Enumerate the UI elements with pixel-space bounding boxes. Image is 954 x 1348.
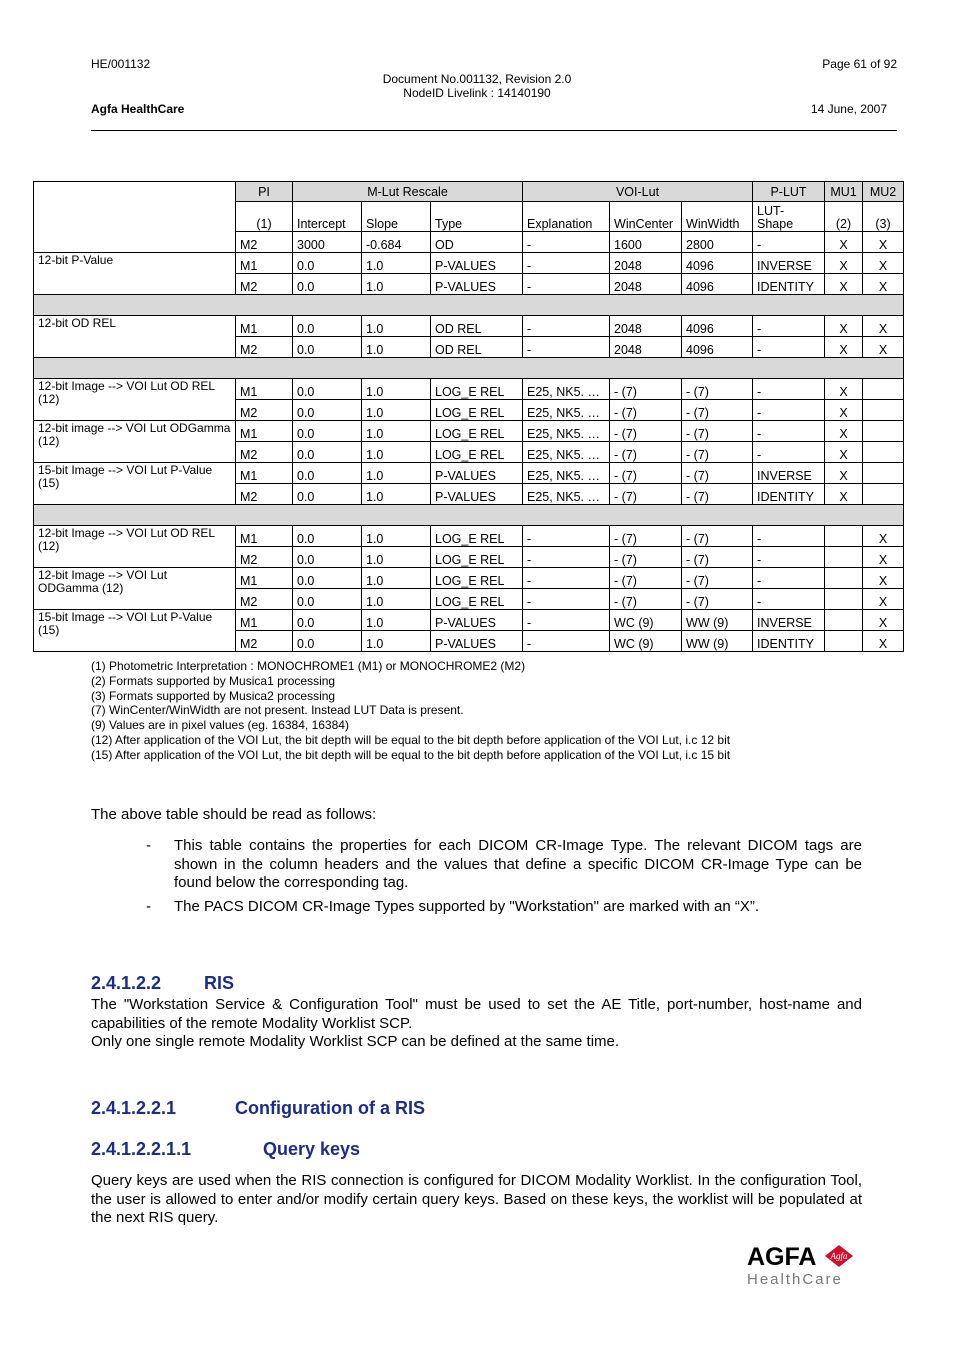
cell-explanation: -: [523, 337, 610, 358]
cell-type: LOG_E REL: [431, 547, 523, 568]
cell-lut-shape: -: [753, 316, 825, 337]
doc-code: HE/001132: [91, 57, 151, 71]
cell-mu1: X: [825, 421, 863, 442]
cell-slope: 1.0: [362, 484, 431, 505]
table-row: [34, 463, 904, 484]
footnote: (9) Values are in pixel values (eg. 16384, 16384): [91, 718, 349, 733]
node-id: NodeID Livelink : 14140190: [403, 86, 551, 100]
cell-intercept: 0.0: [293, 274, 362, 295]
cell-pi: M2: [236, 274, 293, 295]
cell-slope: 1.0: [362, 253, 431, 274]
group-plut: P-LUT: [753, 182, 825, 202]
cell-wincenter: - (7): [610, 463, 682, 484]
cell-type: P-VALUES: [431, 610, 523, 631]
cell-explanation: E25, NK5. …: [523, 400, 610, 421]
separator-cell: [34, 358, 904, 379]
cell-winwidth: - (7): [682, 400, 753, 421]
ris-paragraph-2: Only one single remote Modality Worklist SCP can be defined at the same time.: [91, 1033, 620, 1050]
doc-number: Document No.001132, Revision 2.0: [382, 72, 572, 86]
bullet-text: This table contains the properties for each DICOM CR-Image Type. The relevant DICOM tags are shown in the column headers and the values that define a specific DICOM CR-Image Type can be found below the corresponding tag.: [174, 837, 862, 891]
cell-intercept: 0.0: [293, 421, 362, 442]
cell-type: P-VALUES: [431, 253, 523, 274]
cell-intercept: 0.0: [293, 316, 362, 337]
row-label: 12-bit Image --> VOI Lut OD REL (12): [34, 379, 236, 421]
agfa-logo-icon: [745, 1240, 865, 1290]
cell-type: LOG_E REL: [431, 400, 523, 421]
cell-mu1: [825, 631, 863, 652]
cell-winwidth: - (7): [682, 421, 753, 442]
cell-mu1: X: [825, 379, 863, 400]
cell-lut-shape: -: [753, 547, 825, 568]
cell-slope: 1.0: [362, 442, 431, 463]
cell-mu2: X: [863, 232, 904, 253]
cell-lut-shape: INVERSE: [753, 253, 825, 274]
cell-wincenter: - (7): [610, 421, 682, 442]
cell-pi: M2: [236, 232, 293, 253]
company-name: Agfa HealthCare: [91, 102, 185, 116]
table-row: [34, 526, 904, 547]
cell-mu1: X: [825, 274, 863, 295]
cell-type: P-VALUES: [431, 274, 523, 295]
subheader-slope: Slope: [362, 202, 431, 232]
cell-intercept: 0.0: [293, 379, 362, 400]
subheader-pi: (1): [236, 202, 293, 232]
cell-mu2: X: [863, 337, 904, 358]
separator-cell: [34, 505, 904, 526]
cell-mu1: X: [825, 400, 863, 421]
subheader-explanation: Explanation: [523, 202, 610, 232]
cell-explanation: E25, NK5. …: [523, 484, 610, 505]
list-item: [146, 837, 862, 893]
cell-type: OD REL: [431, 337, 523, 358]
cell-explanation: -: [523, 253, 610, 274]
ris-paragraph-1: The "Workstation Service & Configuration Tool" must be used to set the AE Title, port-number, host-name and capabilities of the remote Modality Worklist SCP.: [91, 996, 862, 1032]
cell-type: LOG_E REL: [431, 379, 523, 400]
cell-lut-shape: -: [753, 568, 825, 589]
row-label: 12-bit OD REL: [34, 316, 236, 358]
cell-slope: 1.0: [362, 526, 431, 547]
cell-mu2: X: [863, 253, 904, 274]
table-row: [34, 253, 904, 274]
cell-explanation: -: [523, 274, 610, 295]
row-label: 15-bit Image --> VOI Lut P-Value (15): [34, 463, 236, 505]
footnote: (12) After application of the VOI Lut, the bit depth will be equal to the bit depth before application of the VOI Lut, i.c 12 bit: [91, 732, 731, 747]
separator-cell: [34, 295, 904, 316]
cell-intercept: 0.0: [293, 484, 362, 505]
cell-pi: M2: [236, 589, 293, 610]
cell-winwidth: - (7): [682, 442, 753, 463]
intro-text: The above table should be read as follows:: [91, 806, 377, 823]
page-number: Page 61 of 92: [822, 57, 897, 71]
cell-pi: M2: [236, 400, 293, 421]
cell-pi: M2: [236, 484, 293, 505]
cell-slope: 1.0: [362, 631, 431, 652]
cell-explanation: -: [523, 610, 610, 631]
header-rule: [91, 130, 897, 131]
svg-text:AGFA: AGFA: [747, 1243, 817, 1271]
cell-winwidth: - (7): [682, 568, 753, 589]
cell-lut-shape: -: [753, 379, 825, 400]
row-label: 12-bit Image --> VOI Lut OD REL (12): [34, 526, 236, 568]
cell-slope: 1.0: [362, 421, 431, 442]
cell-wincenter: - (7): [610, 526, 682, 547]
heading-ris: [91, 972, 234, 994]
cell-mu1: X: [825, 253, 863, 274]
heading-title: RIS: [204, 973, 235, 993]
heading-number: 2.4.1.2.2.1.1: [91, 1139, 192, 1159]
cell-mu2: [863, 400, 904, 421]
cell-intercept: 0.0: [293, 589, 362, 610]
row-label: 12-bit Image --> VOI Lut ODGamma (12): [34, 568, 236, 610]
table-row: [34, 421, 904, 442]
cell-pi: M1: [236, 316, 293, 337]
cell-mu2: [863, 442, 904, 463]
cell-mu2: X: [863, 610, 904, 631]
cell-mu1: X: [825, 232, 863, 253]
cell-intercept: 3000: [293, 232, 362, 253]
cell-explanation: -: [523, 547, 610, 568]
cell-type: LOG_E REL: [431, 568, 523, 589]
cell-explanation: -: [523, 568, 610, 589]
cell-pi: M1: [236, 253, 293, 274]
cell-intercept: 0.0: [293, 526, 362, 547]
heading-query-keys: [91, 1138, 360, 1160]
cell-type: P-VALUES: [431, 463, 523, 484]
cell-wincenter: - (7): [610, 589, 682, 610]
cell-intercept: 0.0: [293, 442, 362, 463]
cell-slope: 1.0: [362, 463, 431, 484]
cell-winwidth: 4096: [682, 274, 753, 295]
cell-slope: 1.0: [362, 337, 431, 358]
cell-lut-shape: IDENTITY: [753, 484, 825, 505]
cell-mu1: X: [825, 484, 863, 505]
cell-wincenter: - (7): [610, 442, 682, 463]
cell-lut-shape: -: [753, 421, 825, 442]
cell-mu2: X: [863, 526, 904, 547]
cell-type: P-VALUES: [431, 484, 523, 505]
cell-wincenter: WC (9): [610, 631, 682, 652]
bullet-list: [146, 837, 862, 921]
cell-wincenter: - (7): [610, 379, 682, 400]
cell-explanation: E25, NK5. …: [523, 379, 610, 400]
cell-winwidth: 2800: [682, 232, 753, 253]
group-separator: [34, 505, 904, 526]
cell-intercept: 0.0: [293, 463, 362, 484]
cell-wincenter: 1600: [610, 232, 682, 253]
table-row: [34, 316, 904, 337]
empty-corner: [34, 182, 236, 253]
row-label: 15-bit Image --> VOI Lut P-Value (15): [34, 610, 236, 652]
cell-mu1: [825, 568, 863, 589]
svg-text:Agfa: Agfa: [830, 1251, 848, 1261]
group-mu2: MU2: [863, 182, 904, 202]
cell-lut-shape: -: [753, 442, 825, 463]
agfa-healthcare-logo: [745, 1240, 865, 1290]
cell-mu2: [863, 484, 904, 505]
cell-intercept: 0.0: [293, 253, 362, 274]
cell-winwidth: - (7): [682, 589, 753, 610]
cell-wincenter: 2048: [610, 253, 682, 274]
cell-intercept: 0.0: [293, 631, 362, 652]
cell-lut-shape: INVERSE: [753, 610, 825, 631]
group-header-row: [34, 182, 904, 202]
cell-mu1: [825, 589, 863, 610]
cell-slope: 1.0: [362, 610, 431, 631]
cell-slope: -0.684: [362, 232, 431, 253]
cell-mu1: [825, 526, 863, 547]
cell-intercept: 0.0: [293, 568, 362, 589]
heading-title: Query keys: [263, 1139, 361, 1159]
cell-mu1: X: [825, 337, 863, 358]
cell-explanation: -: [523, 526, 610, 547]
footnote: (15) After application of the VOI Lut, the bit depth will be equal to the bit depth before application of the VOI Lut, i.c 15 bit: [91, 747, 731, 762]
heading-config-ris: [91, 1097, 425, 1119]
cell-mu1: [825, 610, 863, 631]
cell-winwidth: - (7): [682, 484, 753, 505]
cell-mu2: X: [863, 316, 904, 337]
cell-slope: 1.0: [362, 316, 431, 337]
cell-mu1: X: [825, 463, 863, 484]
svg-text:HealthCare: HealthCare: [747, 1271, 843, 1288]
cell-winwidth: 4096: [682, 337, 753, 358]
cell-mu2: [863, 421, 904, 442]
cell-intercept: 0.0: [293, 337, 362, 358]
doc-info: [0, 72, 954, 100]
group-separator: [34, 295, 904, 316]
cell-lut-shape: -: [753, 526, 825, 547]
group-voilut: VOI-Lut: [523, 182, 753, 202]
cell-wincenter: - (7): [610, 484, 682, 505]
cell-type: LOG_E REL: [431, 442, 523, 463]
cell-explanation: -: [523, 631, 610, 652]
footnote: (2) Formats supported by Musica1 processing: [91, 673, 336, 688]
doc-date: 14 June, 2007: [810, 102, 887, 116]
heading-number: 2.4.1.2.2: [91, 973, 162, 993]
cell-lut-shape: IDENTITY: [753, 274, 825, 295]
cell-explanation: E25, NK5. …: [523, 463, 610, 484]
cell-slope: 1.0: [362, 400, 431, 421]
cell-wincenter: 2048: [610, 337, 682, 358]
query-keys-paragraph: Query keys are used when the RIS connection is configured for DICOM Modality Worklist. In the configuration Tool, the user is allowed to enter and/or modify certain query keys. Based on these keys, the worklist will be populated at the next RIS query.: [91, 1172, 862, 1226]
cell-mu2: X: [863, 547, 904, 568]
footnote: (3) Formats supported by Musica2 processing: [91, 688, 336, 703]
row-label: 12-bit P-Value: [34, 253, 236, 295]
group-pi: PI: [236, 182, 293, 202]
cell-mu2: X: [863, 631, 904, 652]
cell-lut-shape: -: [753, 400, 825, 421]
cell-intercept: 0.0: [293, 547, 362, 568]
bullet-dash: -: [146, 837, 151, 854]
cell-type: LOG_E REL: [431, 526, 523, 547]
cell-pi: M1: [236, 610, 293, 631]
table-row: [34, 568, 904, 589]
cell-pi: M1: [236, 568, 293, 589]
cell-intercept: 0.0: [293, 610, 362, 631]
bullet-dash: -: [146, 897, 151, 915]
table-row: [34, 610, 904, 631]
cell-mu2: X: [863, 589, 904, 610]
cell-type: P-VALUES: [431, 631, 523, 652]
cell-explanation: E25, NK5. …: [523, 421, 610, 442]
cell-pi: M2: [236, 337, 293, 358]
cell-wincenter: 2048: [610, 274, 682, 295]
cell-mu1: X: [825, 316, 863, 337]
cell-intercept: 0.0: [293, 400, 362, 421]
cell-pi: M2: [236, 631, 293, 652]
cell-winwidth: - (7): [682, 463, 753, 484]
cell-pi: M1: [236, 526, 293, 547]
cell-winwidth: - (7): [682, 547, 753, 568]
cell-winwidth: 4096: [682, 253, 753, 274]
list-item: [146, 898, 862, 917]
table-footnotes: [91, 659, 730, 763]
cell-mu1: X: [825, 442, 863, 463]
group-mlut: M-Lut Rescale: [293, 182, 523, 202]
group-mu1: MU1: [825, 182, 863, 202]
subheader-winwidth: WinWidth: [682, 202, 753, 232]
cell-type: OD: [431, 232, 523, 253]
subheader-intercept: Intercept: [293, 202, 362, 232]
cell-winwidth: WW (9): [682, 631, 753, 652]
row-label: 12-bit image --> VOI Lut ODGamma (12): [34, 421, 236, 463]
cell-explanation: E25, NK5. …: [523, 442, 610, 463]
table-row: [34, 379, 904, 400]
footnote: (7) WinCenter/WinWidth are not present. Instead LUT Data is present.: [91, 703, 464, 718]
cell-explanation: -: [523, 589, 610, 610]
cell-pi: M1: [236, 379, 293, 400]
subheader-type: Type: [431, 202, 523, 232]
cell-lut-shape: INVERSE: [753, 463, 825, 484]
cell-slope: 1.0: [362, 274, 431, 295]
cell-slope: 1.0: [362, 568, 431, 589]
group-separator: [34, 358, 904, 379]
cell-winwidth: 4096: [682, 316, 753, 337]
cell-wincenter: WC (9): [610, 610, 682, 631]
cell-lut-shape: -: [753, 337, 825, 358]
subheader-mu1: (2): [825, 202, 863, 232]
cell-winwidth: - (7): [682, 526, 753, 547]
cell-slope: 1.0: [362, 379, 431, 400]
cell-pi: M1: [236, 421, 293, 442]
cell-wincenter: - (7): [610, 568, 682, 589]
cell-lut-shape: -: [753, 232, 825, 253]
cell-type: LOG_E REL: [431, 589, 523, 610]
cell-winwidth: WW (9): [682, 610, 753, 631]
cell-winwidth: - (7): [682, 379, 753, 400]
bullet-text: The PACS DICOM CR-Image Types supported by "Workstation" are marked with an “X”.: [174, 897, 760, 915]
cell-explanation: -: [523, 232, 610, 253]
cell-wincenter: - (7): [610, 547, 682, 568]
cell-lut-shape: -: [753, 589, 825, 610]
cell-explanation: -: [523, 316, 610, 337]
subheader-wincenter: WinCenter: [610, 202, 682, 232]
cell-type: OD REL: [431, 316, 523, 337]
cell-slope: 1.0: [362, 547, 431, 568]
cell-mu2: X: [863, 568, 904, 589]
heading-number: 2.4.1.2.2.1: [91, 1098, 177, 1118]
cell-pi: M2: [236, 547, 293, 568]
cell-mu2: [863, 379, 904, 400]
cell-pi: M2: [236, 442, 293, 463]
cr-image-type-table: [33, 181, 904, 652]
cell-wincenter: 2048: [610, 316, 682, 337]
subheader-lut-shape: LUT- Shape: [753, 202, 825, 232]
cell-lut-shape: IDENTITY: [753, 631, 825, 652]
cell-mu2: X: [863, 274, 904, 295]
footnote: (1) Photometric Interpretation : MONOCHROME1 (M1) or MONOCHROME2 (M2): [91, 659, 526, 673]
cell-mu2: [863, 463, 904, 484]
subheader-mu2: (3): [863, 202, 904, 232]
cell-wincenter: - (7): [610, 400, 682, 421]
cell-mu1: [825, 547, 863, 568]
cell-slope: 1.0: [362, 589, 431, 610]
heading-title: Configuration of a RIS: [235, 1098, 425, 1118]
cell-pi: M1: [236, 463, 293, 484]
cell-type: LOG_E REL: [431, 421, 523, 442]
